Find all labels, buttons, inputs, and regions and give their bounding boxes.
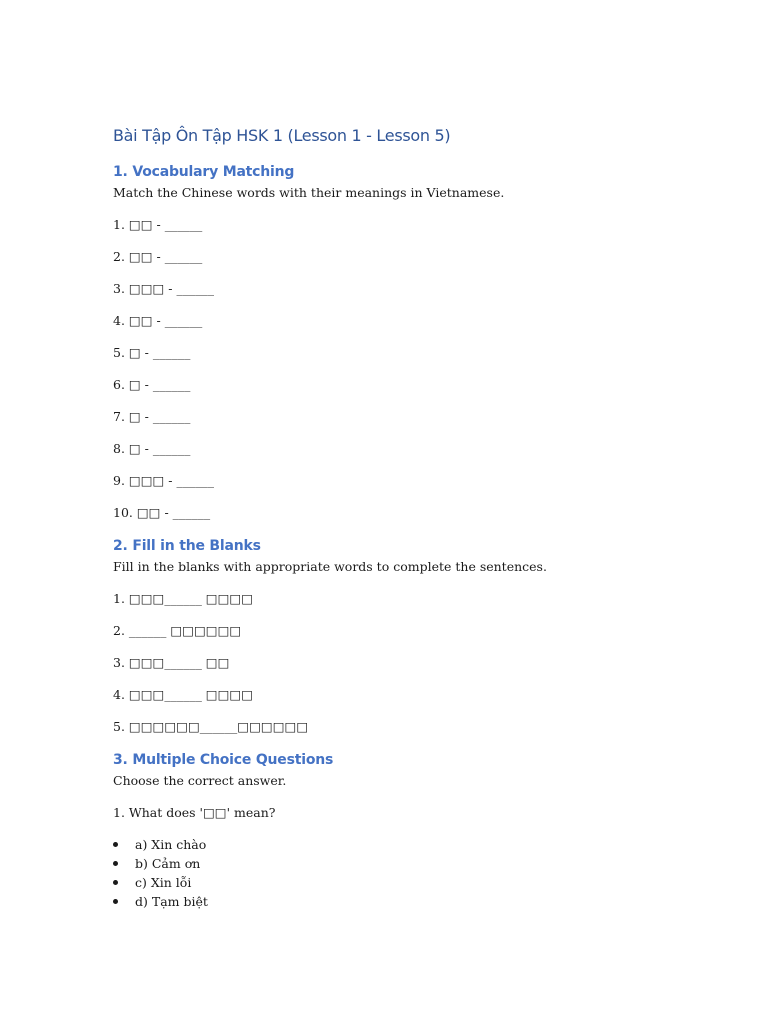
bullet-icon (113, 861, 118, 866)
answer-option (113, 855, 673, 874)
document-title: Bài Tập Ôn Tập HSK 1 (Lesson 1 - Lesson 5) (113, 126, 451, 145)
fill-blank-item: 1. □□□______ □□□□ (113, 591, 254, 606)
answer-option-label: b) Cảm ơn (135, 856, 201, 871)
section-heading-fill-blanks: 2. Fill in the Blanks (113, 538, 261, 554)
answer-option (113, 893, 673, 912)
bullet-icon (113, 880, 118, 885)
vocab-item: 4. □□ - ______ (113, 313, 203, 328)
section-instruction: Match the Chinese words with their meanings in Vietnamese. (113, 185, 505, 200)
answer-option (113, 836, 673, 855)
vocab-item: 10. □□ - ______ (113, 505, 211, 520)
answer-options-list (113, 836, 673, 912)
answer-option-label: c) Xin lỗi (135, 875, 192, 890)
fill-blank-item: 2. ______ □□□□□□ (113, 623, 242, 638)
vocab-item: 5. □ - ______ (113, 345, 191, 360)
section-heading-vocabulary: 1. Vocabulary Matching (113, 164, 295, 180)
question-text: 1. What does '□□' mean? (113, 805, 276, 820)
answer-option (113, 874, 673, 893)
vocab-item: 2. □□ - ______ (113, 249, 203, 264)
fill-blank-item: 5. □□□□□□______□□□□□□ (113, 719, 309, 734)
section-instruction: Fill in the blanks with appropriate words to complete the sentences. (113, 559, 547, 574)
document-body (113, 124, 673, 912)
vocab-item: 9. □□□ - ______ (113, 473, 215, 488)
vocab-item: 3. □□□ - ______ (113, 281, 215, 296)
bullet-icon (113, 899, 118, 904)
fill-blank-item: 3. □□□______ □□ (113, 655, 230, 670)
vocab-item: 1. □□ - ______ (113, 217, 203, 232)
answer-option-label: a) Xin chào (135, 837, 207, 852)
answer-option-label: d) Tạm biệt (135, 894, 208, 909)
fill-blank-item: 4. □□□______ □□□□ (113, 687, 254, 702)
section-heading-multiple-choice: 3. Multiple Choice Questions (113, 752, 334, 768)
vocab-item: 6. □ - ______ (113, 377, 191, 392)
bullet-icon (113, 842, 118, 847)
section-instruction: Choose the correct answer. (113, 773, 287, 788)
vocab-item: 8. □ - ______ (113, 441, 191, 456)
vocab-item: 7. □ - ______ (113, 409, 191, 424)
